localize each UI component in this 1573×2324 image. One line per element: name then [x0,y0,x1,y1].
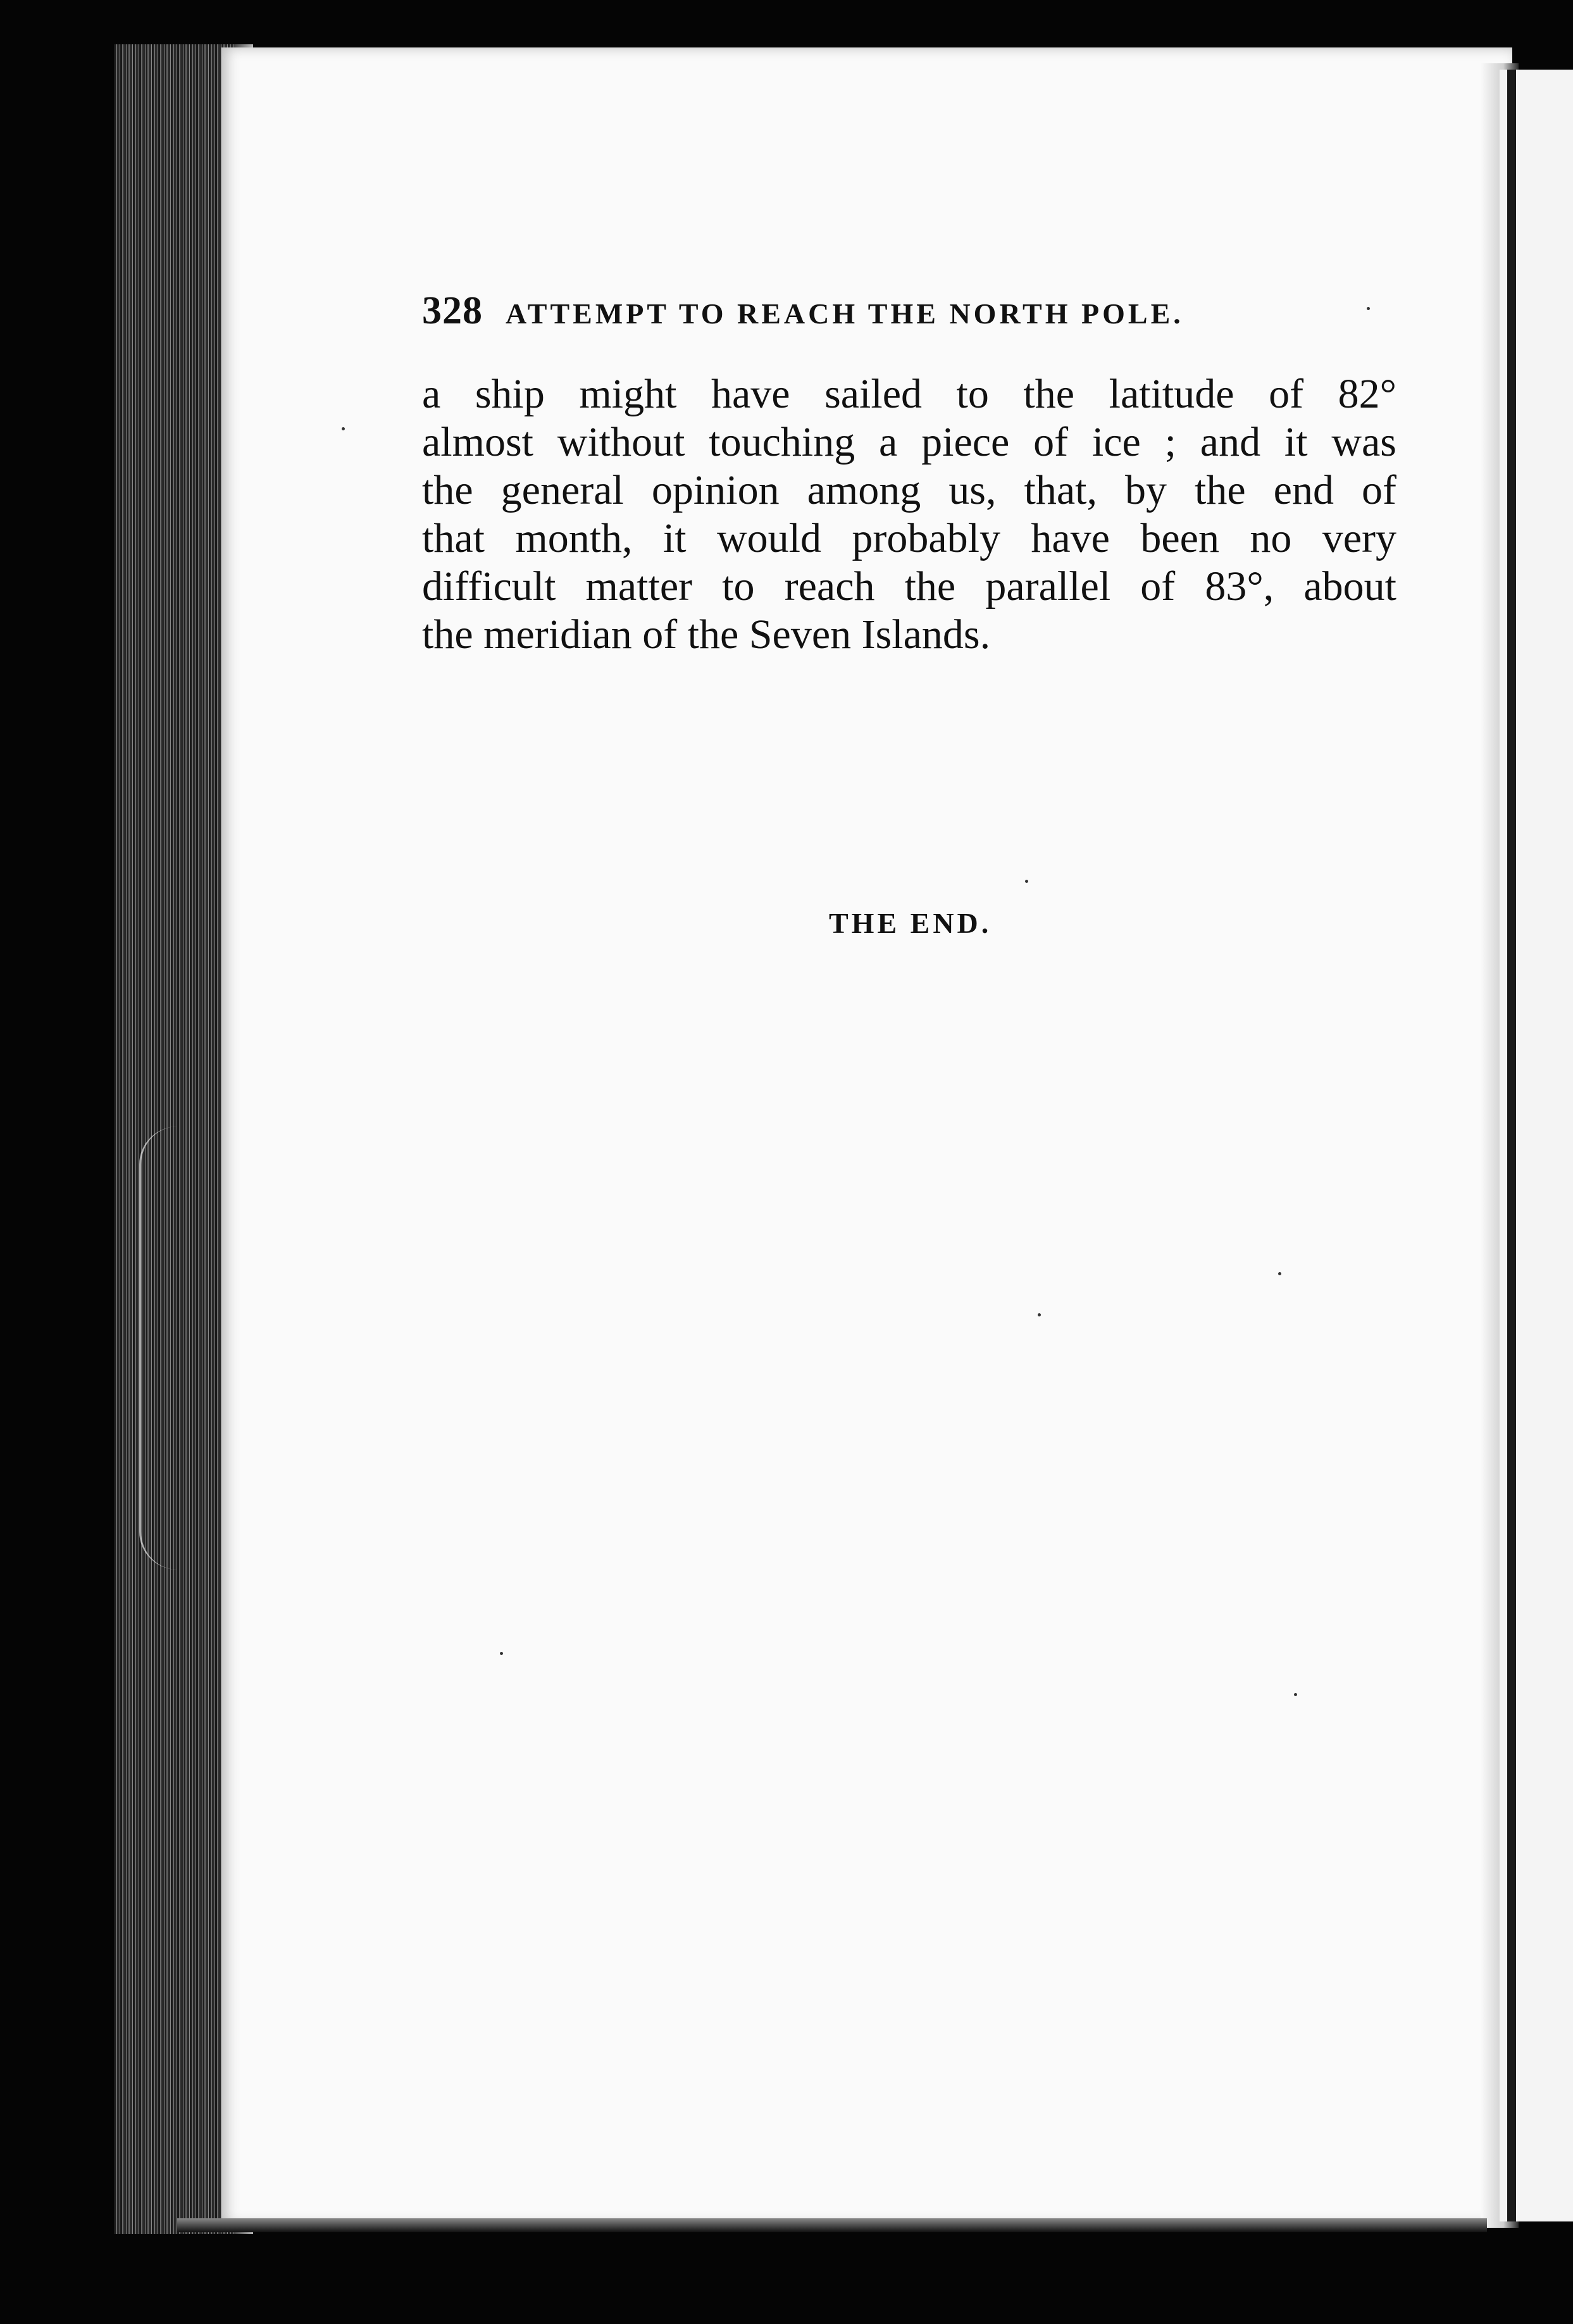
body-line: the general opinion among us, that, by the end of [422,467,1396,513]
body-line: the meridian of the Seven Islands. [422,611,991,658]
dust-speck [1294,1693,1297,1696]
dust-speck [500,1652,503,1655]
running-title: ATTEMPT TO REACH THE NORTH POLE. [506,297,1184,330]
body-line: almost without touching a piece of ice ; and it was [422,419,1396,465]
body-line: a ship might have sailed to the latitude of 82° [422,371,1396,417]
body-paragraph [422,370,1396,659]
dust-speck [1038,1313,1041,1316]
dust-speck [342,427,345,430]
dust-speck [1367,307,1370,310]
body-line: difficult matter to reach the parallel of 83°, about [422,563,1396,609]
body-line: that month, it would probably have been no very [422,515,1396,561]
dust-speck [1278,1272,1281,1275]
the-end-marker: THE END. [829,907,992,939]
page-bottom-edge [177,2218,1487,2232]
dust-speck [1025,880,1028,883]
page-number: 328 [422,289,483,332]
facing-page-shadow [1507,70,1516,2221]
running-head [422,289,1396,334]
